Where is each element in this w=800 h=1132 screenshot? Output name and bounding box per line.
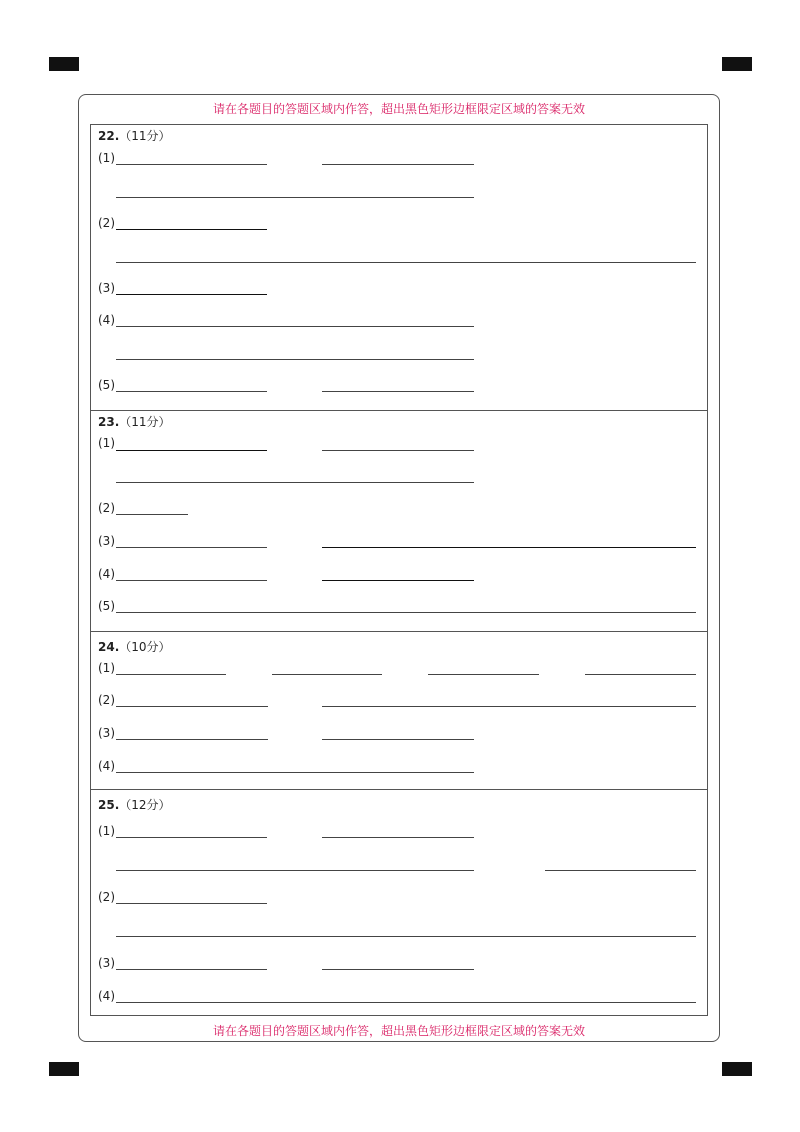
answer-line[interactable] <box>116 229 267 230</box>
answer-line[interactable] <box>116 326 474 327</box>
answer-line[interactable] <box>116 450 267 451</box>
answer-line[interactable] <box>116 739 268 740</box>
answer-line[interactable] <box>116 294 267 295</box>
q22-part-2-label: (2) <box>98 216 115 230</box>
question-25-title: 25.（12分） <box>98 798 171 812</box>
q25-part-3-label: (3) <box>98 956 115 970</box>
answer-line[interactable] <box>322 164 474 165</box>
answer-line[interactable] <box>322 969 474 970</box>
registration-mark-bottom-left <box>49 1062 79 1076</box>
registration-mark-top-left <box>49 57 79 71</box>
answer-line[interactable] <box>116 391 267 392</box>
answer-line[interactable] <box>116 936 696 937</box>
q24-part-3-label: (3) <box>98 726 115 740</box>
registration-mark-bottom-right <box>722 1062 752 1076</box>
q23-part-5-label: (5) <box>98 599 115 613</box>
answer-line[interactable] <box>322 580 474 581</box>
q25-part-4-label: (4) <box>98 989 115 1003</box>
answer-line[interactable] <box>428 674 539 675</box>
section-divider <box>90 410 708 411</box>
answer-line[interactable] <box>116 969 267 970</box>
answer-line[interactable] <box>116 674 226 675</box>
answer-line[interactable] <box>322 739 474 740</box>
answer-line[interactable] <box>116 514 188 515</box>
q22-part-1-label: (1) <box>98 151 115 165</box>
answer-line[interactable] <box>585 674 696 675</box>
answer-line[interactable] <box>322 547 696 548</box>
answer-line[interactable] <box>116 164 267 165</box>
answer-line[interactable] <box>116 547 267 548</box>
answer-line[interactable] <box>322 706 696 707</box>
answer-line[interactable] <box>322 837 474 838</box>
answer-line[interactable] <box>116 482 474 483</box>
notice-bottom: 请在各题目的答题区域内作答，超出黑色矩形边框限定区域的答案无效 <box>212 1024 585 1038</box>
answer-line[interactable] <box>116 706 268 707</box>
section-divider <box>90 789 708 790</box>
answer-line[interactable] <box>116 870 474 871</box>
answer-line[interactable] <box>116 580 267 581</box>
q24-part-4-label: (4) <box>98 759 115 773</box>
q24-part-2-label: (2) <box>98 693 115 707</box>
q23-part-4-label: (4) <box>98 567 115 581</box>
answer-line[interactable] <box>116 1002 696 1003</box>
question-24-title: 24.（10分） <box>98 640 171 654</box>
question-22-title: 22.（11分） <box>98 129 171 143</box>
q23-part-2-label: (2) <box>98 501 115 515</box>
q22-part-3-label: (3) <box>98 281 115 295</box>
answer-line[interactable] <box>116 612 696 613</box>
answer-line[interactable] <box>322 450 474 451</box>
answer-line[interactable] <box>116 197 474 198</box>
q25-part-1-label: (1) <box>98 824 115 838</box>
answer-line[interactable] <box>116 262 696 263</box>
answer-line[interactable] <box>116 772 474 773</box>
q23-part-1-label: (1) <box>98 436 115 450</box>
answer-line[interactable] <box>272 674 382 675</box>
answer-line[interactable] <box>116 359 474 360</box>
q24-part-1-label: (1) <box>98 661 115 675</box>
answer-line[interactable] <box>545 870 696 871</box>
q25-part-2-label: (2) <box>98 890 115 904</box>
q22-part-4-label: (4) <box>98 313 115 327</box>
answer-box <box>90 124 708 1016</box>
q22-part-5-label: (5) <box>98 378 115 392</box>
registration-mark-top-right <box>722 57 752 71</box>
answer-line[interactable] <box>116 903 267 904</box>
answer-line[interactable] <box>322 391 474 392</box>
q23-part-3-label: (3) <box>98 534 115 548</box>
section-divider <box>90 631 708 632</box>
question-23-title: 23.（11分） <box>98 415 171 429</box>
answer-line[interactable] <box>116 837 267 838</box>
notice-top: 请在各题目的答题区域内作答，超出黑色矩形边框限定区域的答案无效 <box>212 102 585 116</box>
